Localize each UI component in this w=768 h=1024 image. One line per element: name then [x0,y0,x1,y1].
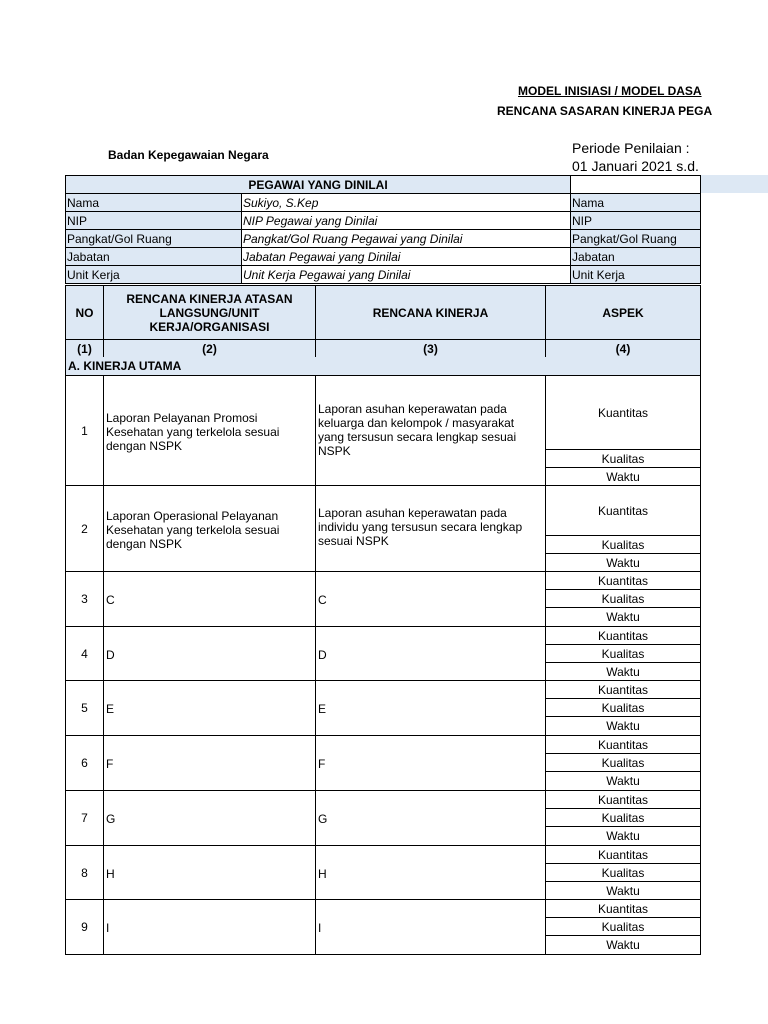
table-row-no: 1 [65,375,104,486]
agency-name: Badan Kepegawaian Negara [108,148,269,162]
section-title: A. KINERJA UTAMA [65,357,701,376]
penilai-heading-cell [570,175,701,194]
table-row-no: 7 [65,790,104,846]
pegawai-label-1: NIP [65,211,242,230]
table-row-no: 3 [65,571,104,627]
table-row-atasan: H [103,845,316,900]
table-row-no: 9 [65,899,104,955]
pegawai-label-0: Nama [65,193,242,212]
col-header-aspek: ASPEK [545,285,701,340]
table-row-no: 8 [65,845,104,900]
aspect-kualitas: Kualitas [545,808,701,827]
aspect-kualitas: Kualitas [545,863,701,882]
pegawai-value-0: Sukiyo, S.Kep [241,193,571,212]
aspect-kuantitas: Kuantitas [545,790,701,809]
pegawai-value-3: Jabatan Pegawai yang Dinilai [241,247,571,266]
aspect-kuantitas: Kuantitas [545,899,701,918]
col-number-1: (1) [65,339,104,358]
aspect-waktu: Waktu [545,607,701,627]
aspect-kualitas: Kualitas [545,535,701,554]
pegawai-label-3: Jabatan [65,247,242,266]
aspect-kualitas: Kualitas [545,449,701,468]
table-row-no: 5 [65,680,104,736]
col-number-2: (2) [103,339,316,358]
penilai-label-1: NIP [570,211,701,230]
table-row-atasan: I [103,899,316,955]
col-header-atasan: RENCANA KINERJA ATASAN LANGSUNG/UNIT KERJA/ORGANISASI [103,285,316,340]
pegawai-value-4: Unit Kerja Pegawai yang Dinilai [241,265,571,284]
periode-label: Periode Penilaian : [572,140,690,156]
aspect-kuantitas: Kuantitas [545,735,701,754]
table-row-atasan: G [103,790,316,846]
col-number-3: (3) [315,339,546,358]
aspect-waktu: Waktu [545,553,701,572]
periode-value: 01 Januari 2021 s.d. [572,158,699,174]
aspect-waktu: Waktu [545,881,701,900]
aspect-kualitas: Kualitas [545,917,701,936]
penilai-label-3: Jabatan [570,247,701,266]
table-row-kinerja: D [315,626,546,681]
table-row-atasan: E [103,680,316,736]
aspect-kualitas: Kualitas [545,589,701,608]
table-row-kinerja: G [315,790,546,846]
pegawai-value-2: Pangkat/Gol Ruang Pegawai yang Dinilai [241,229,571,248]
aspect-kuantitas: Kuantitas [545,680,701,699]
table-row-atasan: Laporan Operasional Pelayanan Kesehatan yang terkelola sesuai dengan NSPK [103,485,316,572]
aspect-waktu: Waktu [545,771,701,791]
aspect-kualitas: Kualitas [545,698,701,717]
table-row-atasan: D [103,626,316,681]
aspect-waktu: Waktu [545,935,701,955]
table-row-kinerja: C [315,571,546,627]
aspect-waktu: Waktu [545,716,701,736]
table-row-kinerja: I [315,899,546,955]
blue-strip [700,175,768,193]
aspect-kuantitas: Kuantitas [545,571,701,590]
penilai-label-0: Nama [570,193,701,212]
table-row-kinerja: Laporan asuhan keperawatan pada keluarga dan kelompok / masyarakat yang tersusun secara lengkap sesuai NSPK [315,375,546,486]
aspect-kuantitas: Kuantitas [545,845,701,864]
table-row-no: 6 [65,735,104,791]
aspect-waktu: Waktu [545,826,701,846]
table-row-atasan: Laporan Pelayanan Promosi Kesehatan yang terkelola sesuai dengan NSPK [103,375,316,486]
pegawai-value-1: NIP Pegawai yang Dinilai [241,211,571,230]
col-number-4: (4) [545,339,701,358]
aspect-waktu: Waktu [545,467,701,486]
table-row-no: 2 [65,485,104,572]
penilai-label-4: Unit Kerja [570,265,701,284]
penilai-label-2: Pangkat/Gol Ruang [570,229,701,248]
pegawai-label-2: Pangkat/Gol Ruang [65,229,242,248]
aspect-kualitas: Kualitas [545,644,701,663]
aspect-kuantitas: Kuantitas [545,375,701,450]
table-row-atasan: C [103,571,316,627]
pegawai-label-4: Unit Kerja [65,265,242,284]
pegawai-heading: PEGAWAI YANG DINILAI [65,175,571,194]
document-subtitle: RENCANA SASARAN KINERJA PEGA [497,104,713,118]
table-row-atasan: F [103,735,316,791]
table-row-kinerja: H [315,845,546,900]
table-row-kinerja: Laporan asuhan keperawatan pada individu yang tersusun secara lengkap sesuai NSPK [315,485,546,572]
table-row-kinerja: F [315,735,546,791]
aspect-kuantitas: Kuantitas [545,626,701,645]
aspect-waktu: Waktu [545,662,701,681]
table-row-no: 4 [65,626,104,681]
document-title: MODEL INISIASI / MODEL DASA [518,84,702,98]
aspect-kualitas: Kualitas [545,753,701,772]
table-row-kinerja: E [315,680,546,736]
col-header-no: NO [65,285,104,340]
aspect-kuantitas: Kuantitas [545,485,701,536]
col-header-kinerja: RENCANA KINERJA [315,285,546,340]
